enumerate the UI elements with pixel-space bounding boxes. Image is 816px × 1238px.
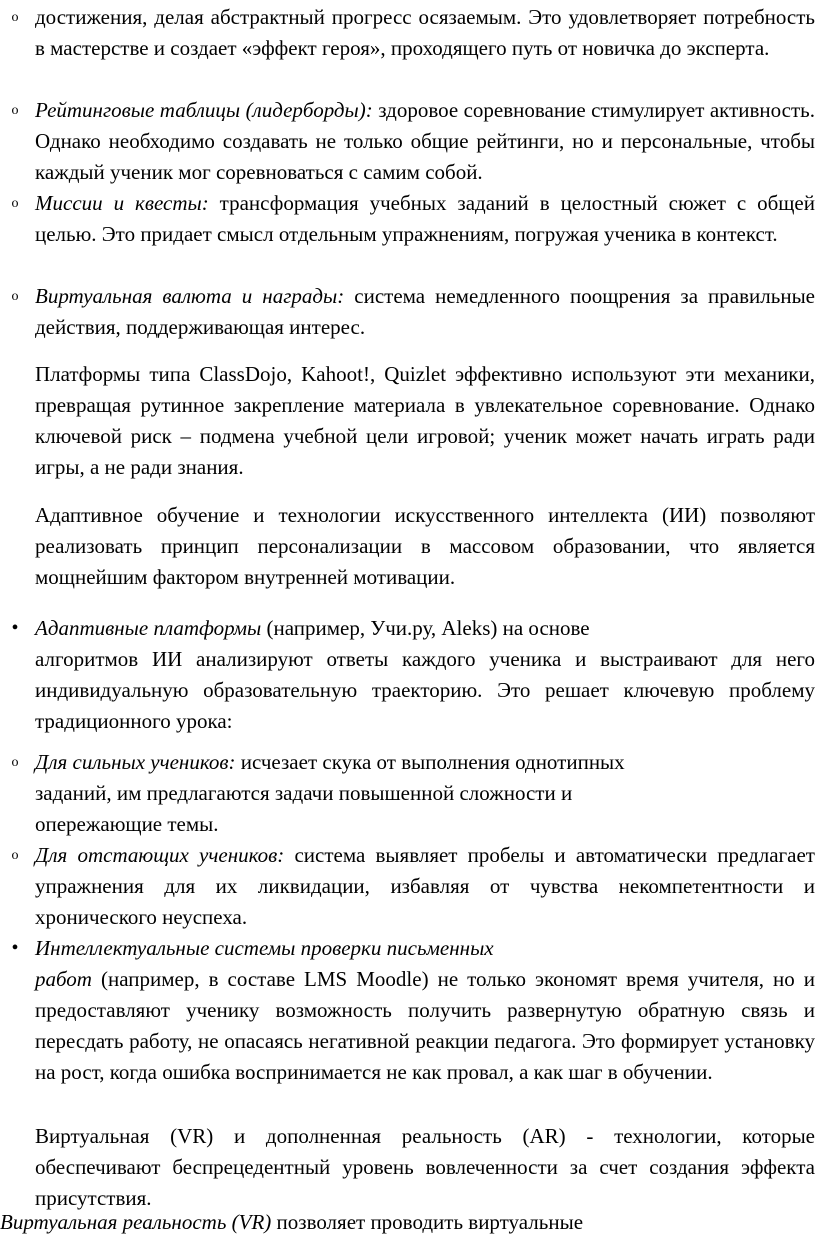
list-item-text: (например, в составе LMS Moodle) не только экономят время учителя, но и предоставляют ученику возможность получить развернутую обратную связь и пересдать работу, не опасаясь негативной реакции педагога. Это формирует установку на рост, когда ошибка воспринимается не как провал, а как шаг в обучении. [35,967,815,1084]
list-item-text: система немедленного поощрения за правильные действия, поддерживающая интерес. [35,284,815,339]
list-item [11,2,815,64]
list-item-term: Миссии и квесты: [35,191,209,215]
list-item-text: заданий, им предлагаются задачи повышенной сложности и [35,781,573,805]
list-item-term: Адаптивные платформы [35,616,262,640]
list-item [11,95,815,188]
list-item-text: исчезает скука от выполнения однотипных [235,750,625,774]
list-item-text: система выявляет пробелы и автоматически предлагает упражнения для их ликвидации, избавляя от чувства некомпетентности и хронического неуспеха. [35,843,815,929]
bullet-icon: • [11,617,19,639]
circle-bullet-icon: o [11,755,19,770]
paragraph: Адаптивное обучение и технологии искусственного интеллекта (ИИ) позволяют реализовать принцип персонализации в массовом образовании, что является мощнейшим фактором внутренней мотивации. [35,503,815,589]
list-item-term: работ [35,967,92,991]
circle-bullet-icon: o [11,196,19,211]
list-item [11,188,815,250]
list-item-text: опережающие темы. [35,812,219,836]
list-item-term: Рейтинговые таблицы (лидерборды): [35,98,373,122]
list-item [11,613,815,737]
circle-bullet-icon: o [11,289,19,304]
list-item-text: алгоритмов ИИ анализируют ответы каждого ученика и выстраивают для него индивидуальную образовательную траекторию. Это решает ключевую проблему традиционного урока: [35,647,815,733]
list-item-text: здоровое соревнование стимулирует активность. Однако необходимо создавать не только общие рейтинги, но и персональные, чтобы каждый ученик мог соревноваться с самим собой. [35,98,815,184]
list-item-term: Виртуальная валюта и награды: [35,284,345,308]
paragraph-term: Виртуальная реальность (VR) [0,1210,272,1234]
list-item-text: трансформация учебных заданий в целостный сюжет с общей целью. Это придает смысл отдельным упражнениям, погружая ученика в контекст. [35,191,815,246]
paragraph: Виртуальная (VR) и дополненная реальность (AR) - технологии, которые обеспечивают беспрецедентный уровень вовлеченности за счет создания эффекта присутствия. [35,1124,815,1210]
bullet-icon: • [11,937,19,959]
list-item-term: Интеллектуальные системы проверки письменных [35,936,494,960]
circle-bullet-icon: o [11,103,19,118]
list-item-term: Для отстающих учеников: [35,843,285,867]
circle-bullet-icon: o [11,848,19,863]
list-item-text: (например, Учи.ру, Aleks) на основе [261,616,590,640]
circle-bullet-icon: o [11,10,19,25]
list-item [11,747,815,840]
paragraph-text: позволяет проводить виртуальные [271,1210,584,1234]
list-item [11,933,815,1088]
list-item-text: достижения, делая абстрактный прогресс осязаемым. Это удовлетворяет потребность в мастерстве и создает «эффект героя», проходящего путь от новичка до эксперта. [35,5,815,60]
paragraph: Платформы типа ClassDojo, Kahoot!, Quizlet эффективно используют эти механики, превращая рутинное закрепление материала в увлекательное соревнование. Однако ключевой риск – подмена учебной цели игровой; ученик может начать играть ради игры, а не ради знания. [35,362,815,479]
list-item-term: Для сильных учеников: [35,750,236,774]
list-item [11,840,815,933]
list-item [11,281,815,343]
paragraph [0,1207,816,1238]
